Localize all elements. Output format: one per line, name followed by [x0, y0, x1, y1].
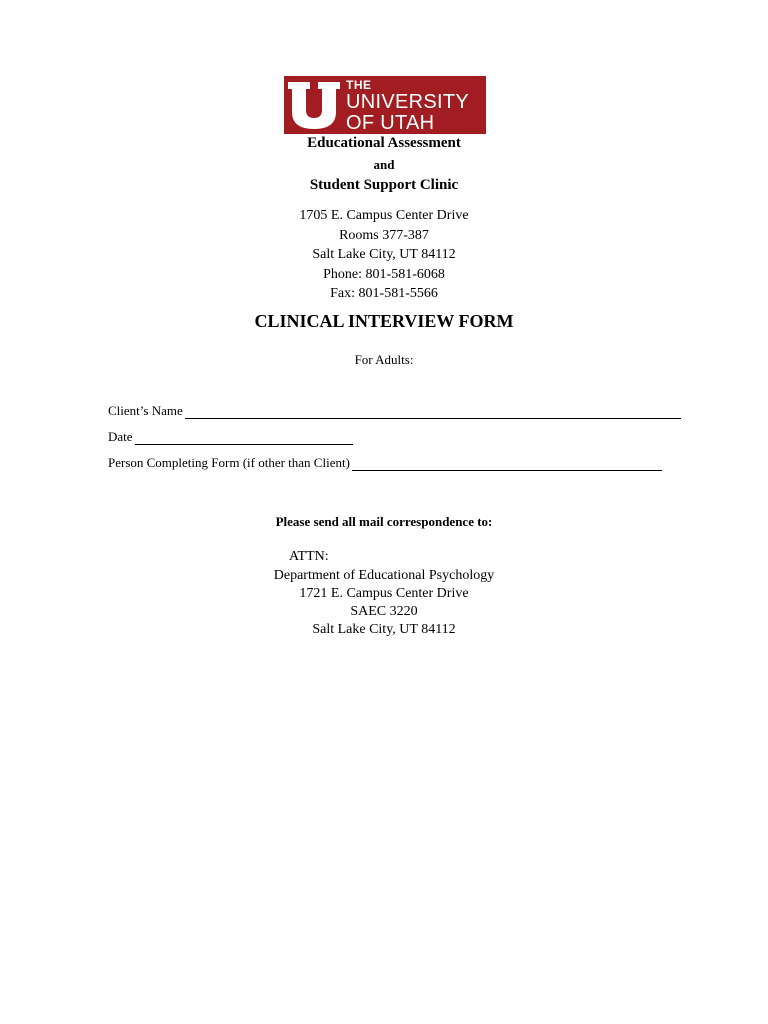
mail-department: Department of Educational Psychology [273, 568, 495, 583]
client-name-label: Client’s Name [108, 403, 183, 418]
mail-attn: ATTN: [289, 549, 329, 564]
date-blank[interactable] [135, 431, 353, 445]
clinic-name-line2: and [373, 157, 395, 172]
clinic-street: 1705 E. Campus Center Drive [299, 208, 469, 223]
person-completing-blank[interactable] [352, 457, 662, 471]
logo-of-utah: OF UTAH [346, 112, 435, 134]
block-u-icon [284, 76, 344, 134]
form-subtitle: For Adults: [354, 352, 414, 367]
mail-city: Salt Lake City, UT 84112 [312, 622, 456, 637]
mail-building: SAEC 3220 [350, 604, 418, 619]
person-completing-label: Person Completing Form (if other than Client) [108, 455, 350, 470]
mail-street: 1721 E. Campus Center Drive [299, 586, 469, 601]
clinic-fax: Fax: 801-581-5566 [330, 286, 438, 301]
clinic-address [0, 206, 768, 304]
date-label: Date [108, 429, 133, 444]
logo-university: UNIVERSITY [346, 91, 470, 113]
mail-address [0, 567, 768, 639]
clinic-rooms: Rooms 377-387 [339, 227, 429, 243]
logo-wordmark [346, 79, 469, 133]
client-name-field [108, 403, 681, 419]
date-field [108, 429, 353, 445]
clinic-name-line1: Educational Assessment [307, 135, 461, 151]
clinic-name-line3: Student Support Clinic [309, 177, 459, 193]
person-completing-field [108, 455, 662, 471]
logo-the: THE [346, 78, 372, 92]
university-of-utah-logo [284, 76, 486, 134]
clinic-phone: Phone: 801-581-6068 [323, 266, 445, 282]
mail-heading: Please send all mail correspondence to: [275, 514, 493, 529]
form-title: CLINICAL INTERVIEW FORM [254, 311, 514, 331]
client-name-blank[interactable] [185, 405, 681, 419]
clinic-city: Salt Lake City, UT 84112 [312, 247, 456, 262]
